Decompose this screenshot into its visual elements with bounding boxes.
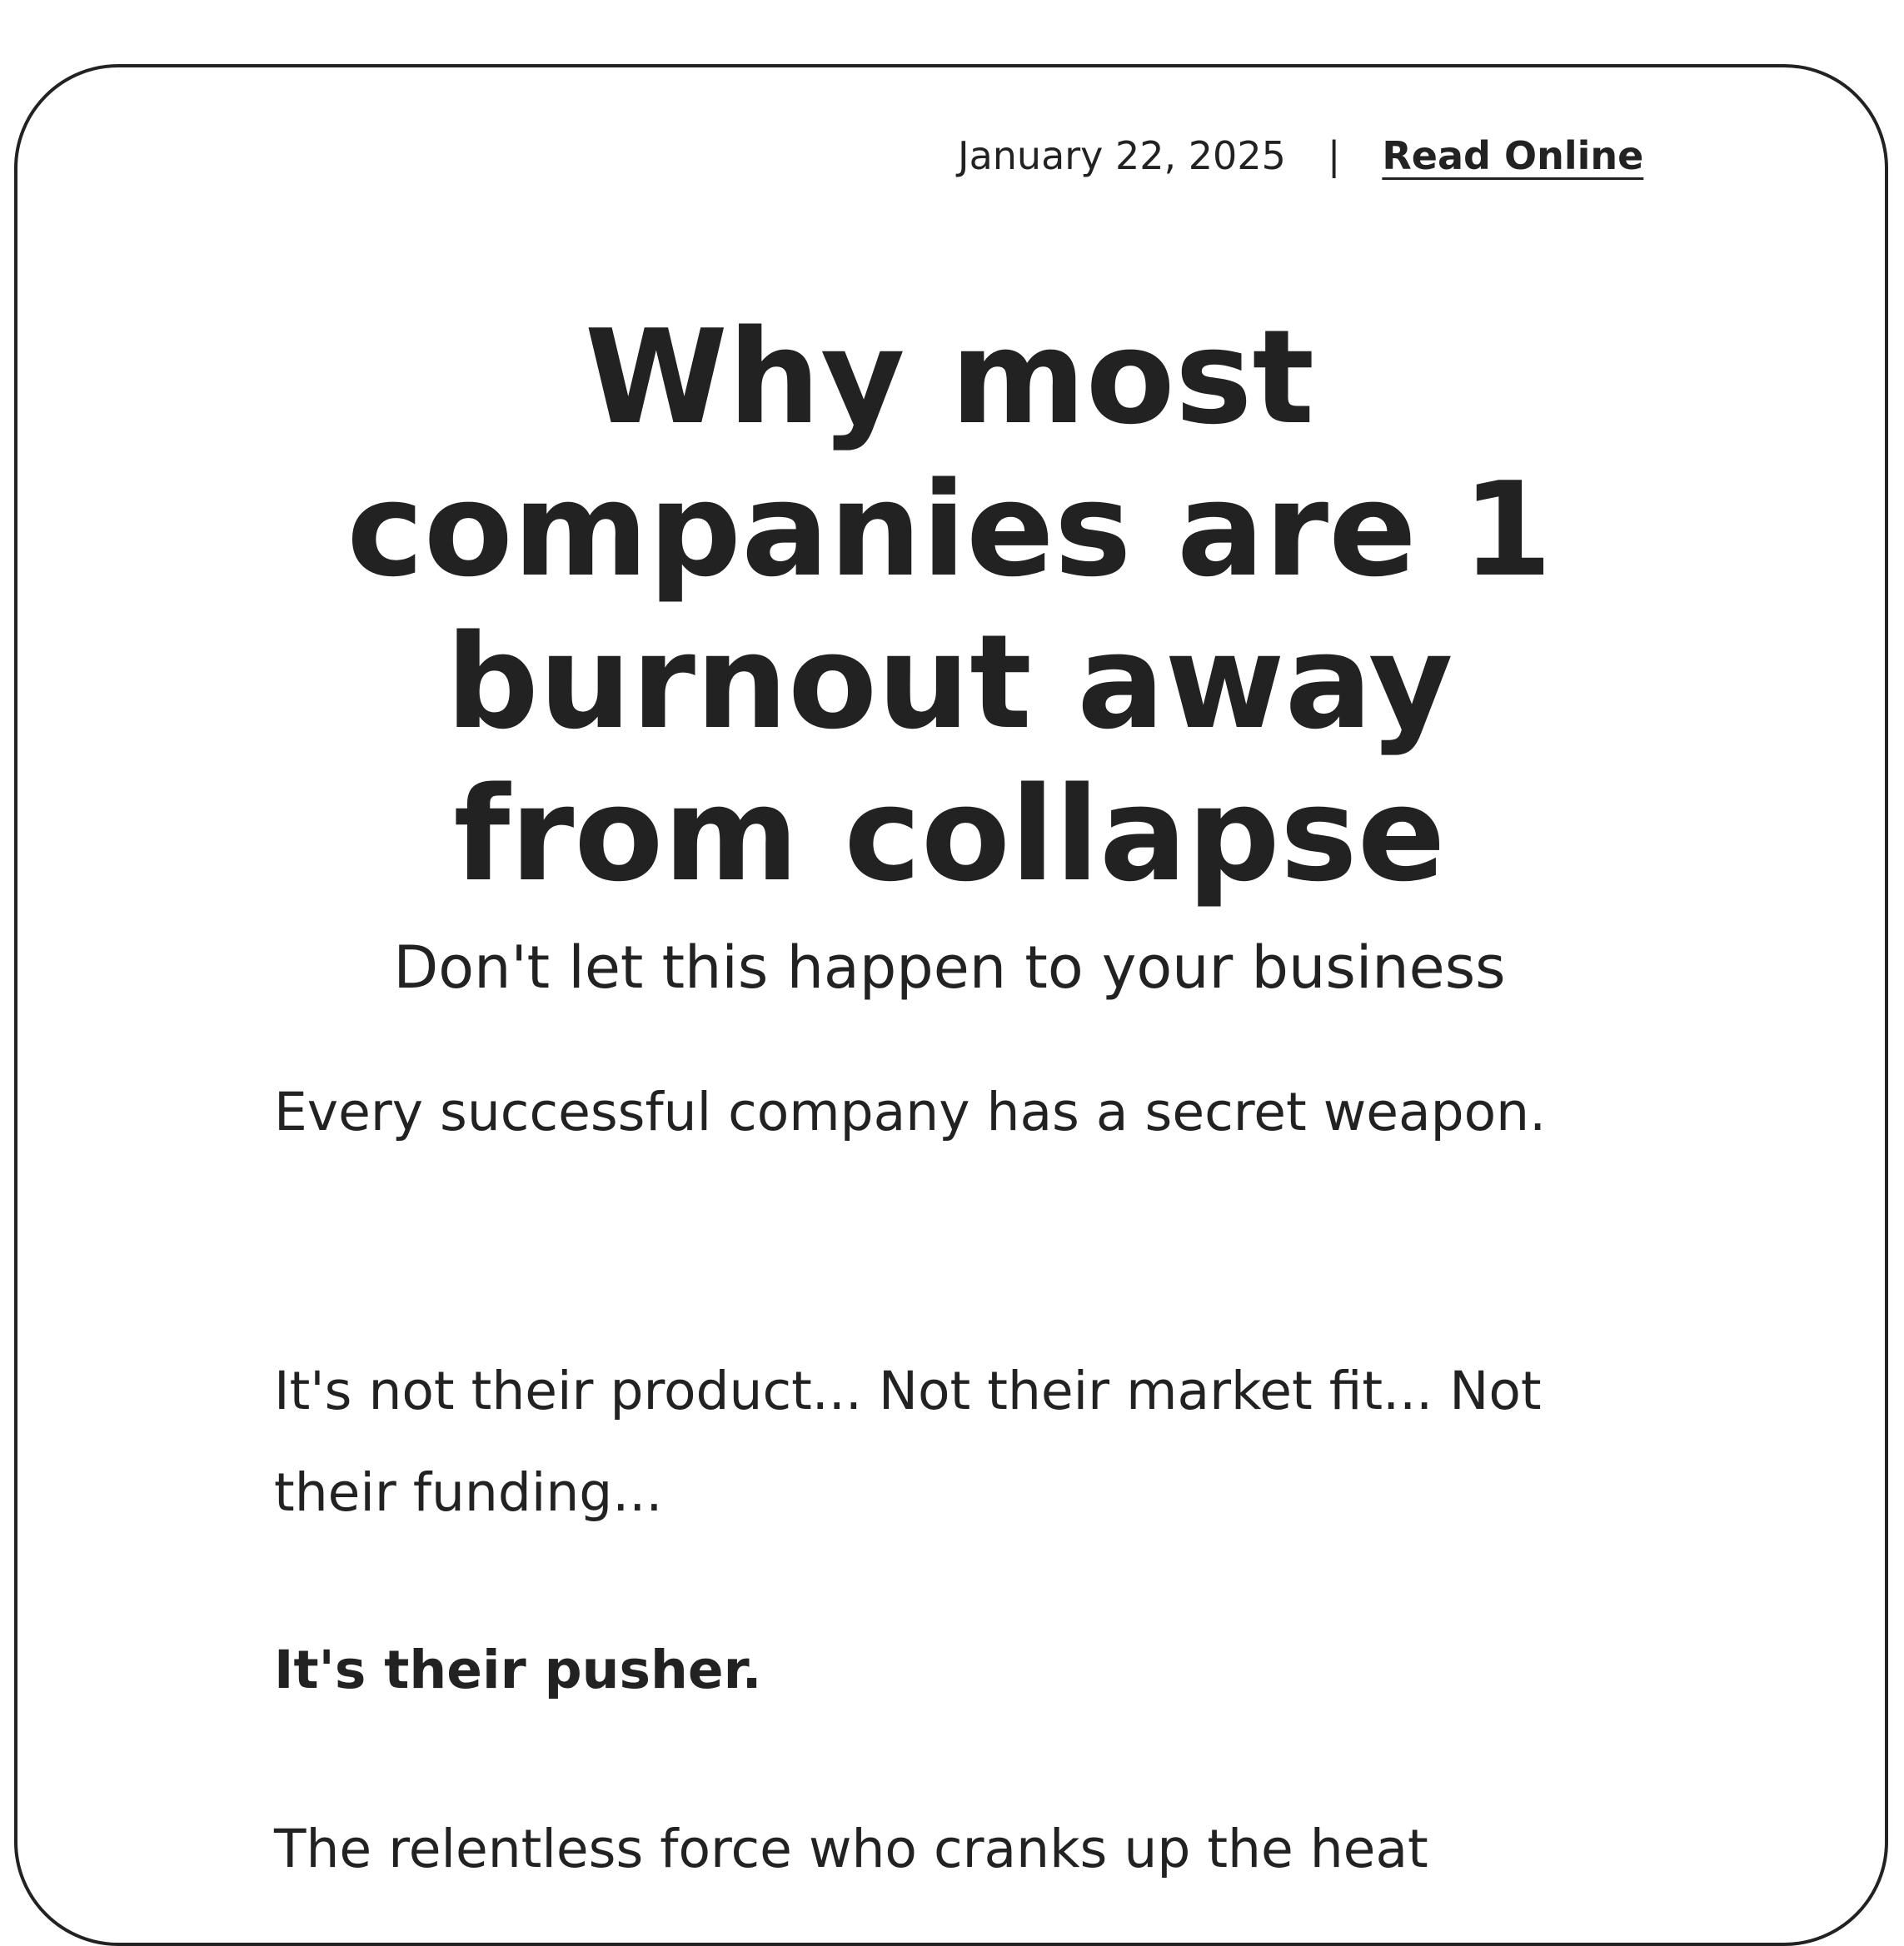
body-paragraph-3: It's their pusher. (274, 1640, 762, 1700)
body-paragraph-1: Every successful company has a secret weapon. (274, 1082, 1547, 1142)
issue-date: January 22, 2025 (958, 133, 1286, 178)
article-headline: Why most companies are 1 burnout away from collapse (346, 301, 1553, 910)
email-meta-bar (958, 133, 1643, 178)
body-paragraph-4: The relentless force who cranks up the heat (274, 1819, 1428, 1879)
meta-separator: | (1327, 133, 1341, 178)
article-subtitle: Don't let this happen to your business (393, 933, 1506, 1002)
read-online-link[interactable]: Read Online (1382, 133, 1644, 178)
body-paragraph-2: It's not their product... Not their market fit... Not their funding... (274, 1361, 1542, 1523)
